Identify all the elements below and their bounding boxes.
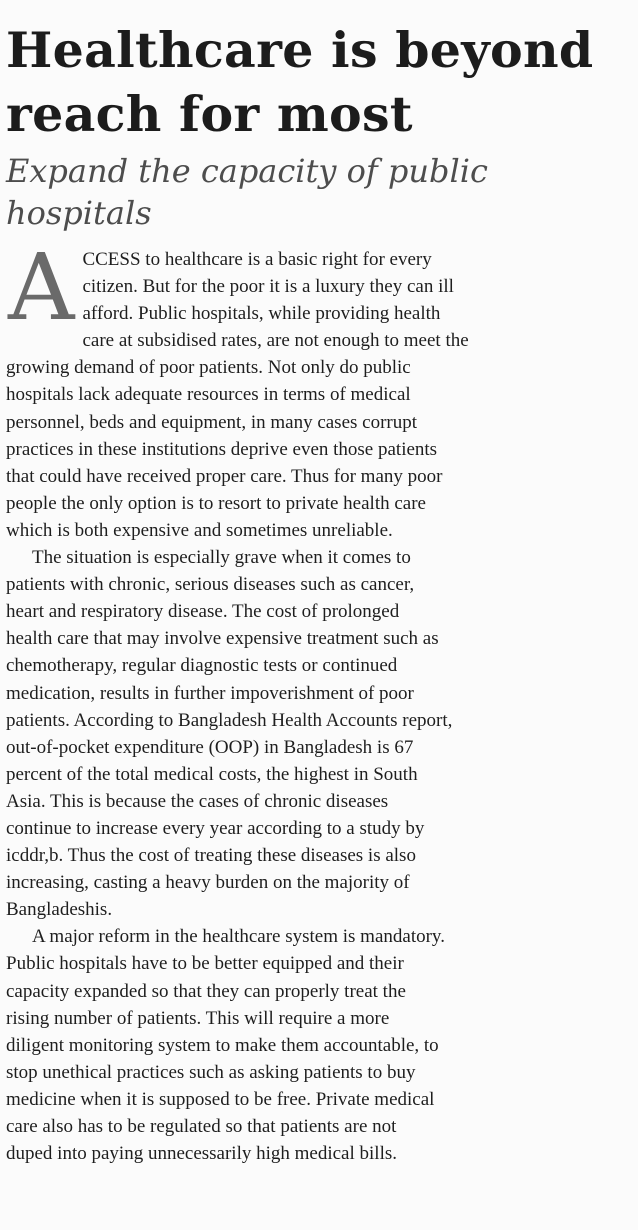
headline bbox=[6, 18, 628, 146]
paragraph-line: duped into paying unnecessarily high medical bills. bbox=[6, 1143, 398, 1165]
paragraph-line: that could have received proper care. Thus for many poor bbox=[6, 465, 443, 487]
paragraph-2 bbox=[6, 544, 628, 923]
paragraph-1 bbox=[6, 234, 628, 544]
paragraph-line: The situation is especially grave when it comes to bbox=[32, 547, 411, 569]
paragraph-line: Bangladeshis. bbox=[6, 899, 113, 921]
paragraph-line: afford. Public hospitals, while providing health bbox=[82, 303, 441, 325]
paragraph-line: increasing, casting a heavy burden on the majority of bbox=[6, 872, 410, 894]
paragraph-line: medicine when it is supposed to be free. Private medical bbox=[6, 1088, 435, 1110]
paragraph-line: growing demand of poor patients. Not only do public bbox=[6, 357, 411, 379]
paragraph-line: which is both expensive and sometimes unreliable. bbox=[6, 519, 393, 541]
paragraph-line: Public hospitals have to be better equipped and their bbox=[6, 953, 404, 975]
article-body bbox=[6, 234, 628, 1167]
paragraph-line: continue to increase every year according to a study by bbox=[6, 817, 425, 839]
paragraph-line: hospitals lack adequate resources in terms of medical bbox=[6, 384, 411, 406]
paragraph-line: medication, results in further impoverishment of poor bbox=[6, 682, 414, 704]
paragraph-line: Asia. This is because the cases of chronic diseases bbox=[6, 790, 389, 812]
paragraph-line: capacity expanded so that they can properly treat the bbox=[6, 980, 406, 1002]
paragraph-line: heart and respiratory disease. The cost of prolonged bbox=[6, 601, 400, 623]
headline-line-1: Healthcare is beyond bbox=[6, 21, 594, 79]
paragraph-line: percent of the total medical costs, the highest in South bbox=[6, 763, 418, 785]
subheadline-line-1: Expand the capacity of public bbox=[6, 152, 488, 190]
headline-line-2: reach for most bbox=[6, 85, 413, 143]
paragraph-line: A major reform in the healthcare system is mandatory. bbox=[32, 926, 445, 948]
paragraph-line: chemotherapy, regular diagnostic tests or continued bbox=[6, 655, 398, 677]
subheadline bbox=[6, 150, 628, 234]
paragraph-line: icddr,b. Thus the cost of treating these diseases is also bbox=[6, 845, 416, 867]
paragraph-line: CCESS to healthcare is a basic right for every bbox=[82, 249, 432, 270]
paragraph-line: rising number of patients. This will require a more bbox=[6, 1007, 390, 1029]
paragraph-line: people the only option is to resort to private health care bbox=[6, 492, 426, 514]
paragraph-line: health care that may involve expensive treatment such as bbox=[6, 628, 439, 650]
paragraph-line: diligent monitoring system to make them accountable, to bbox=[6, 1034, 439, 1056]
paragraph-line: patients with chronic, serious diseases such as cancer, bbox=[6, 574, 415, 596]
paragraph-3 bbox=[6, 923, 628, 1167]
paragraph-line: practices in these institutions deprive even those patients bbox=[6, 438, 438, 460]
paragraph-line: personnel, beds and equipment, in many cases corrupt bbox=[6, 411, 418, 433]
paragraph-line: stop unethical practices such as asking patients to buy bbox=[6, 1061, 416, 1083]
subheadline-line-2: hospitals bbox=[6, 194, 152, 232]
paragraph-line: patients. According to Bangladesh Health Accounts report, bbox=[6, 709, 453, 731]
paragraph-line: out-of-pocket expenditure (OOP) in Bangladesh is 67 bbox=[6, 736, 414, 758]
paragraph-line: care also has to be regulated so that patients are not bbox=[6, 1116, 397, 1137]
paragraph-line: care at subsidised rates, are not enough to meet the bbox=[82, 330, 469, 352]
drop-cap: A bbox=[8, 234, 75, 341]
paragraph-line: citizen. But for the poor it is a luxury they can ill bbox=[82, 276, 454, 298]
